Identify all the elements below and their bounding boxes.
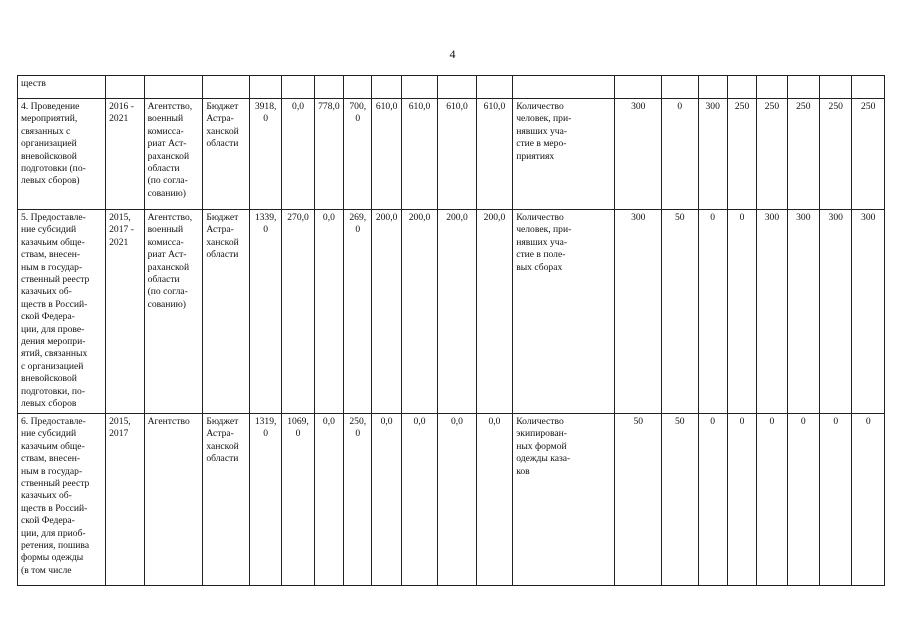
- activity-years: 2015, 2017 - 2021: [106, 210, 144, 414]
- funding-amount: 0,0: [314, 414, 343, 586]
- indicator-value: 250: [852, 99, 885, 210]
- activity-row: [18, 414, 885, 586]
- indicator-value: 0: [727, 210, 756, 414]
- activity-name: 4. Проведение мероприятий, связанных с организацией вневойсковой подготовки (по- левых сборов): [18, 99, 106, 210]
- funding-amount: 200,0: [372, 210, 401, 414]
- activity-name: 5. Предоставле- ние субсидий казачьим обще- ствам, внесен- ным в государ- ственный реестр казачьих об- ществ в Россий- ской Федера- ции, для прове- дения меропри- ятий, связанных с организацией вневойсковой подготовки, по- левых сборов: [18, 210, 106, 414]
- indicator-value: 50: [662, 414, 698, 586]
- activity-years: 2016 - 2021: [106, 99, 144, 210]
- indicator-value: 50: [615, 414, 662, 586]
- funding-amount: 610,0: [401, 99, 437, 210]
- funding-amount: 610,0: [476, 99, 512, 210]
- funding-amount: 0,0: [438, 414, 476, 586]
- funding-amount: 0,0: [314, 210, 343, 414]
- funding-amount: 269,0: [344, 210, 372, 414]
- indicator-value: 300: [757, 210, 787, 414]
- indicator-value: 300: [787, 210, 819, 414]
- empty-cell: [662, 76, 698, 99]
- activity-executor: Агентство, военный комисса- риат Аст- раханской области (по согла- сованию): [144, 210, 203, 414]
- indicator-value: 250: [727, 99, 756, 210]
- funding-amount: 200,0: [476, 210, 512, 414]
- indicator-value: 250: [757, 99, 787, 210]
- indicator-value: 300: [820, 210, 852, 414]
- continuation-text: ществ: [18, 76, 106, 99]
- funding-amount: 270,0: [282, 210, 314, 414]
- empty-cell: [344, 76, 372, 99]
- empty-cell: [820, 76, 852, 99]
- empty-cell: [852, 76, 885, 99]
- funding-amount: 700,0: [344, 99, 372, 210]
- funding-amount: 0,0: [401, 414, 437, 586]
- empty-cell: [727, 76, 756, 99]
- empty-cell: [698, 76, 727, 99]
- activity-executor: Агентство: [144, 414, 203, 586]
- funding-amount: 778,0: [314, 99, 343, 210]
- continuation-row: [18, 76, 885, 99]
- empty-cell: [757, 76, 787, 99]
- indicator-value: 0: [820, 414, 852, 586]
- indicator-value: 300: [615, 99, 662, 210]
- indicator-value: 0: [662, 99, 698, 210]
- indicator-name: Количество человек, при- нявших уча- стие в поле- вых сборах: [513, 210, 615, 414]
- empty-cell: [476, 76, 512, 99]
- empty-cell: [372, 76, 401, 99]
- funding-amount: 1069,0: [282, 414, 314, 586]
- activity-name: 6. Предоставле- ние субсидий казачьим обще- ствам, внесен- ным в государ- ственный реестр казачьих об- ществ в Россий- ской Федера- ции, для приоб- ретения, пошива формы одежды (в том числе: [18, 414, 106, 586]
- indicator-value: 50: [662, 210, 698, 414]
- empty-cell: [787, 76, 819, 99]
- empty-cell: [401, 76, 437, 99]
- indicator-value: 0: [852, 414, 885, 586]
- funding-amount: 610,0: [438, 99, 476, 210]
- activity-row: [18, 99, 885, 210]
- indicator-value: 300: [852, 210, 885, 414]
- empty-cell: [282, 76, 314, 99]
- indicator-name: Количество человек, при- нявших уча- стие в меро- приятиях: [513, 99, 615, 210]
- indicator-value: 300: [615, 210, 662, 414]
- empty-cell: [314, 76, 343, 99]
- funding-source: Бюджет Астра- ханской области: [203, 210, 250, 414]
- empty-cell: [249, 76, 281, 99]
- empty-cell: [615, 76, 662, 99]
- funding-amount: 200,0: [438, 210, 476, 414]
- activity-executor: Агентство, военный комисса- риат Аст- раханской области (по согла- сованию): [144, 99, 203, 210]
- activity-years: 2015, 2017: [106, 414, 144, 586]
- funding-amount: 610,0: [372, 99, 401, 210]
- funding-amount: 0,0: [476, 414, 512, 586]
- indicator-value: 0: [698, 414, 727, 586]
- empty-cell: [513, 76, 615, 99]
- funding-amount: 0,0: [282, 99, 314, 210]
- funding-amount: 3918,0: [249, 99, 281, 210]
- indicator-value: 0: [698, 210, 727, 414]
- indicator-value: 250: [787, 99, 819, 210]
- funding-amount: 0,0: [372, 414, 401, 586]
- indicator-value: 0: [787, 414, 819, 586]
- funding-source: Бюджет Астра- ханской области: [203, 99, 250, 210]
- empty-cell: [438, 76, 476, 99]
- funding-amount: 250,0: [344, 414, 372, 586]
- funding-amount: 1319,0: [249, 414, 281, 586]
- funding-amount: 200,0: [401, 210, 437, 414]
- funding-source: Бюджет Астра- ханской области: [203, 414, 250, 586]
- empty-cell: [144, 76, 203, 99]
- activity-row: [18, 210, 885, 414]
- indicator-name: Количество экипирован- ных формой одежды каза- ков: [513, 414, 615, 586]
- empty-cell: [203, 76, 250, 99]
- funding-amount: 1339,0: [249, 210, 281, 414]
- indicator-value: 300: [698, 99, 727, 210]
- program-activities-table: [17, 75, 885, 586]
- indicator-value: 0: [727, 414, 756, 586]
- indicator-value: 0: [757, 414, 787, 586]
- page-number: 4: [449, 47, 456, 61]
- indicator-value: 250: [820, 99, 852, 210]
- empty-cell: [106, 76, 144, 99]
